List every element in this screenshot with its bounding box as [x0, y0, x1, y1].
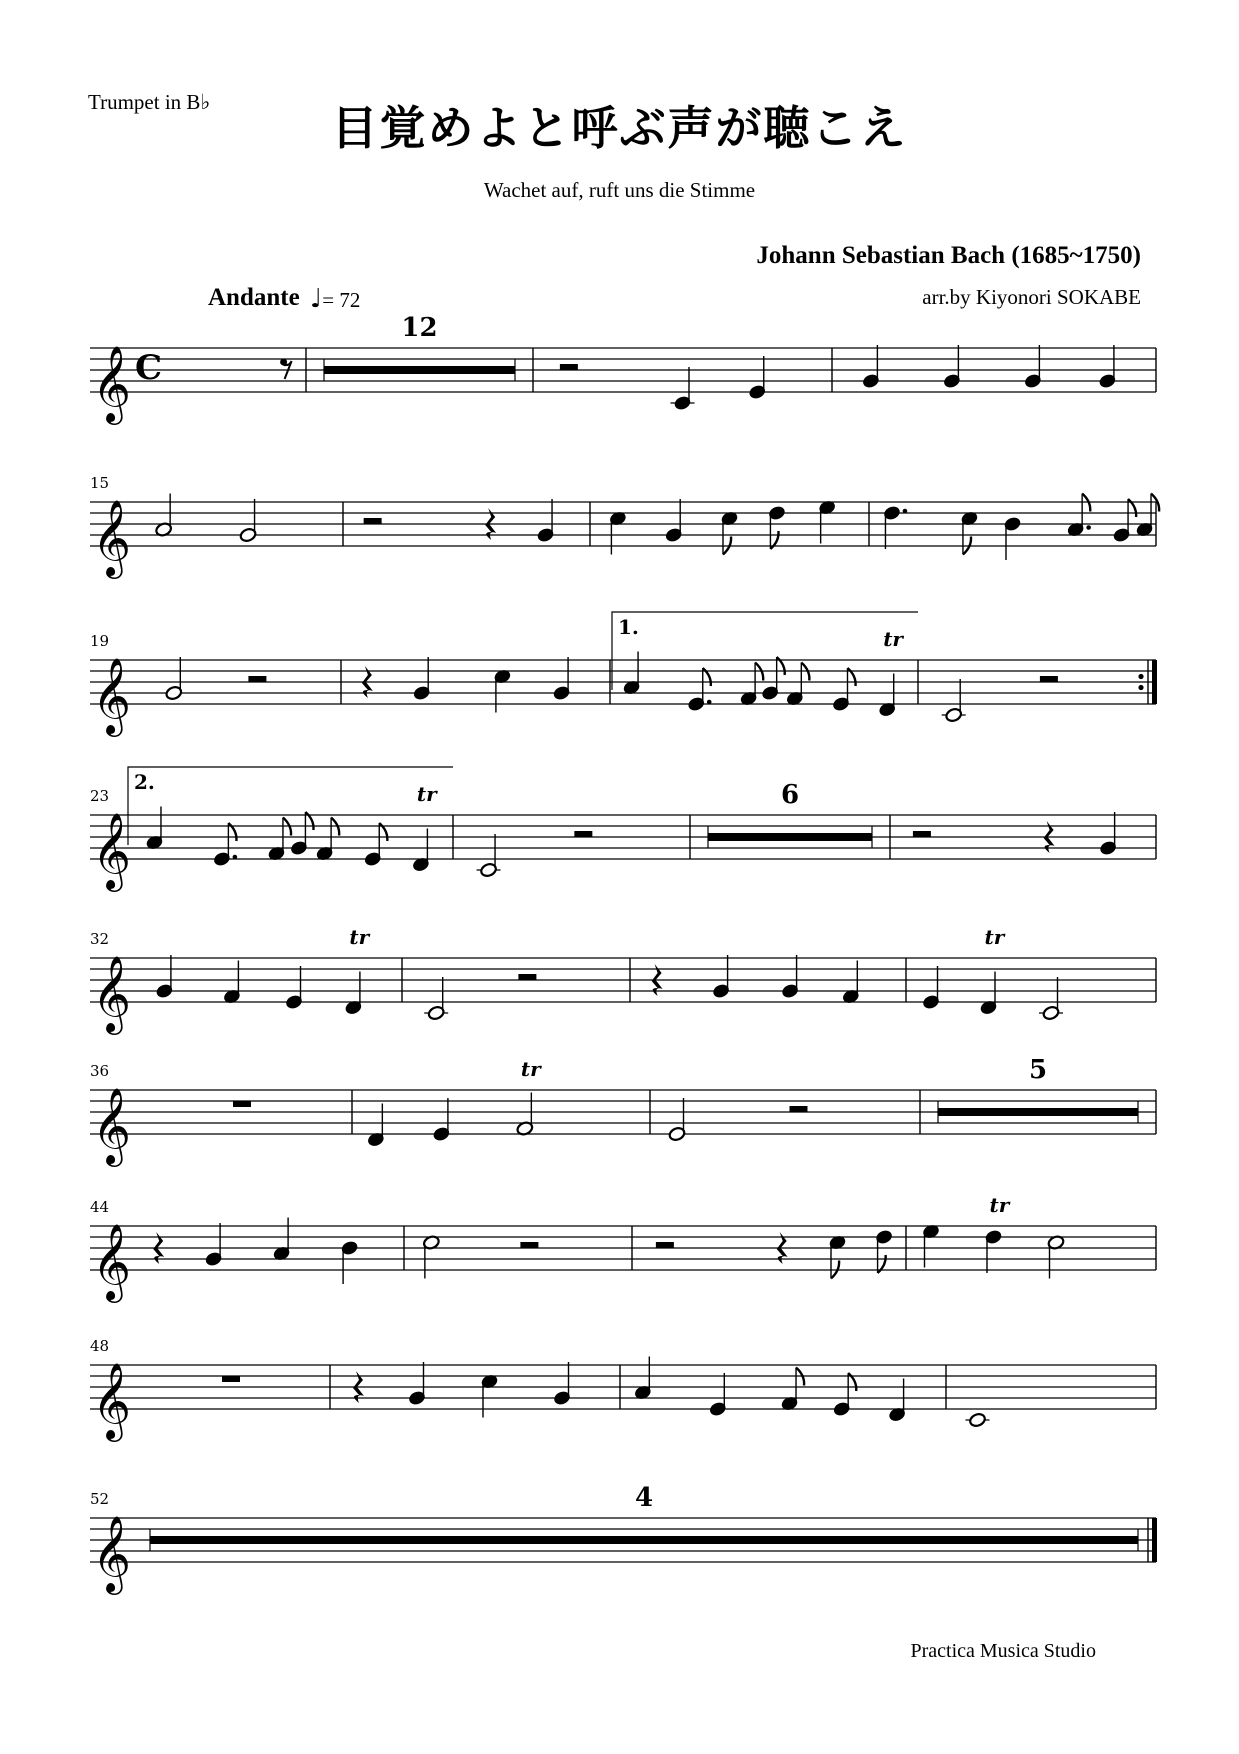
trill-mark: tr: [883, 627, 903, 651]
measure-number: 52: [90, 1490, 110, 1508]
piece-subtitle: Wachet auf, ruft uns die Stimme: [483, 178, 756, 202]
repeat-barline-thick: [1152, 660, 1157, 704]
measure-number: 23: [90, 787, 110, 805]
multi-measure-rest: [938, 1108, 1138, 1116]
multi-measure-rest: [324, 366, 515, 374]
quarter-note-icon: ♩: [310, 284, 323, 314]
tempo-marking: Andante: [208, 284, 300, 311]
half-rest: [248, 676, 266, 682]
treble-clef-icon: 𝄞: [92, 1223, 132, 1300]
measure-number: 32: [90, 930, 110, 948]
publisher-credit: Practica Musica Studio: [910, 1640, 1096, 1662]
treble-clef-icon: 𝄞: [92, 657, 132, 734]
multi-rest-count: 4: [634, 1483, 654, 1513]
repeat-dot: [1138, 685, 1143, 690]
augmentation-dot: [903, 509, 908, 514]
note-head: [968, 1412, 986, 1428]
trill-mark: tr: [416, 782, 437, 806]
repeat-dot: [1138, 674, 1143, 679]
augmentation-dot: [233, 855, 238, 860]
multi-measure-rest: [708, 833, 872, 841]
volta-label-1: 1.: [618, 615, 639, 639]
augmentation-dot: [707, 700, 712, 705]
treble-clef-icon: 𝄞: [92, 345, 132, 422]
instrument-name: Trumpet in B♭: [88, 90, 211, 114]
final-barline-thick: [1152, 1518, 1157, 1562]
measure-number: 36: [90, 1062, 110, 1080]
measure-number: 44: [90, 1198, 110, 1216]
measure-number: 15: [90, 474, 110, 492]
treble-clef-icon: 𝄞: [92, 499, 132, 576]
piece-title: 目覚めよと呼ぶ声が聴こえ: [331, 101, 908, 155]
arranger-credit: arr.by Kiyonori SOKABE: [922, 285, 1141, 309]
trill-mark: tr: [349, 925, 370, 949]
metronome-value: = 72: [322, 288, 361, 312]
treble-clef-icon: 𝄞: [92, 1362, 132, 1439]
half-rest: [364, 518, 382, 524]
whole-rest: [222, 1376, 240, 1382]
half-rest: [913, 831, 931, 837]
volta-label-2: 2.: [134, 770, 155, 794]
half-rest: [520, 1242, 538, 1248]
half-rest: [518, 974, 536, 980]
treble-clef-icon: 𝄞: [92, 955, 132, 1032]
multi-rest-count: 5: [1028, 1055, 1048, 1085]
volta-bracket-1: [612, 612, 918, 690]
half-rest: [1040, 676, 1058, 682]
whole-rest: [233, 1101, 251, 1107]
treble-clef-icon: 𝄞: [92, 812, 132, 889]
treble-clef-icon: 𝄞: [92, 1515, 132, 1592]
trill-mark: tr: [984, 925, 1005, 949]
half-rest: [560, 364, 578, 370]
time-signature: C: [135, 348, 163, 388]
multi-rest-count: 6: [780, 780, 800, 810]
measure-number: 19: [90, 632, 110, 650]
half-rest: [790, 1106, 808, 1112]
half-rest: [656, 1242, 674, 1248]
multi-rest-count: 12: [401, 313, 438, 343]
trill-mark: tr: [989, 1193, 1010, 1217]
half-rest: [574, 831, 592, 837]
measure-number: 48: [90, 1337, 110, 1355]
augmentation-dot: [1086, 525, 1091, 530]
composer-credit: Johann Sebastian Bach (1685~1750): [756, 242, 1141, 269]
treble-clef-icon: 𝄞: [92, 1087, 132, 1164]
trill-mark: tr: [520, 1057, 541, 1081]
multi-measure-rest: [150, 1536, 1138, 1544]
